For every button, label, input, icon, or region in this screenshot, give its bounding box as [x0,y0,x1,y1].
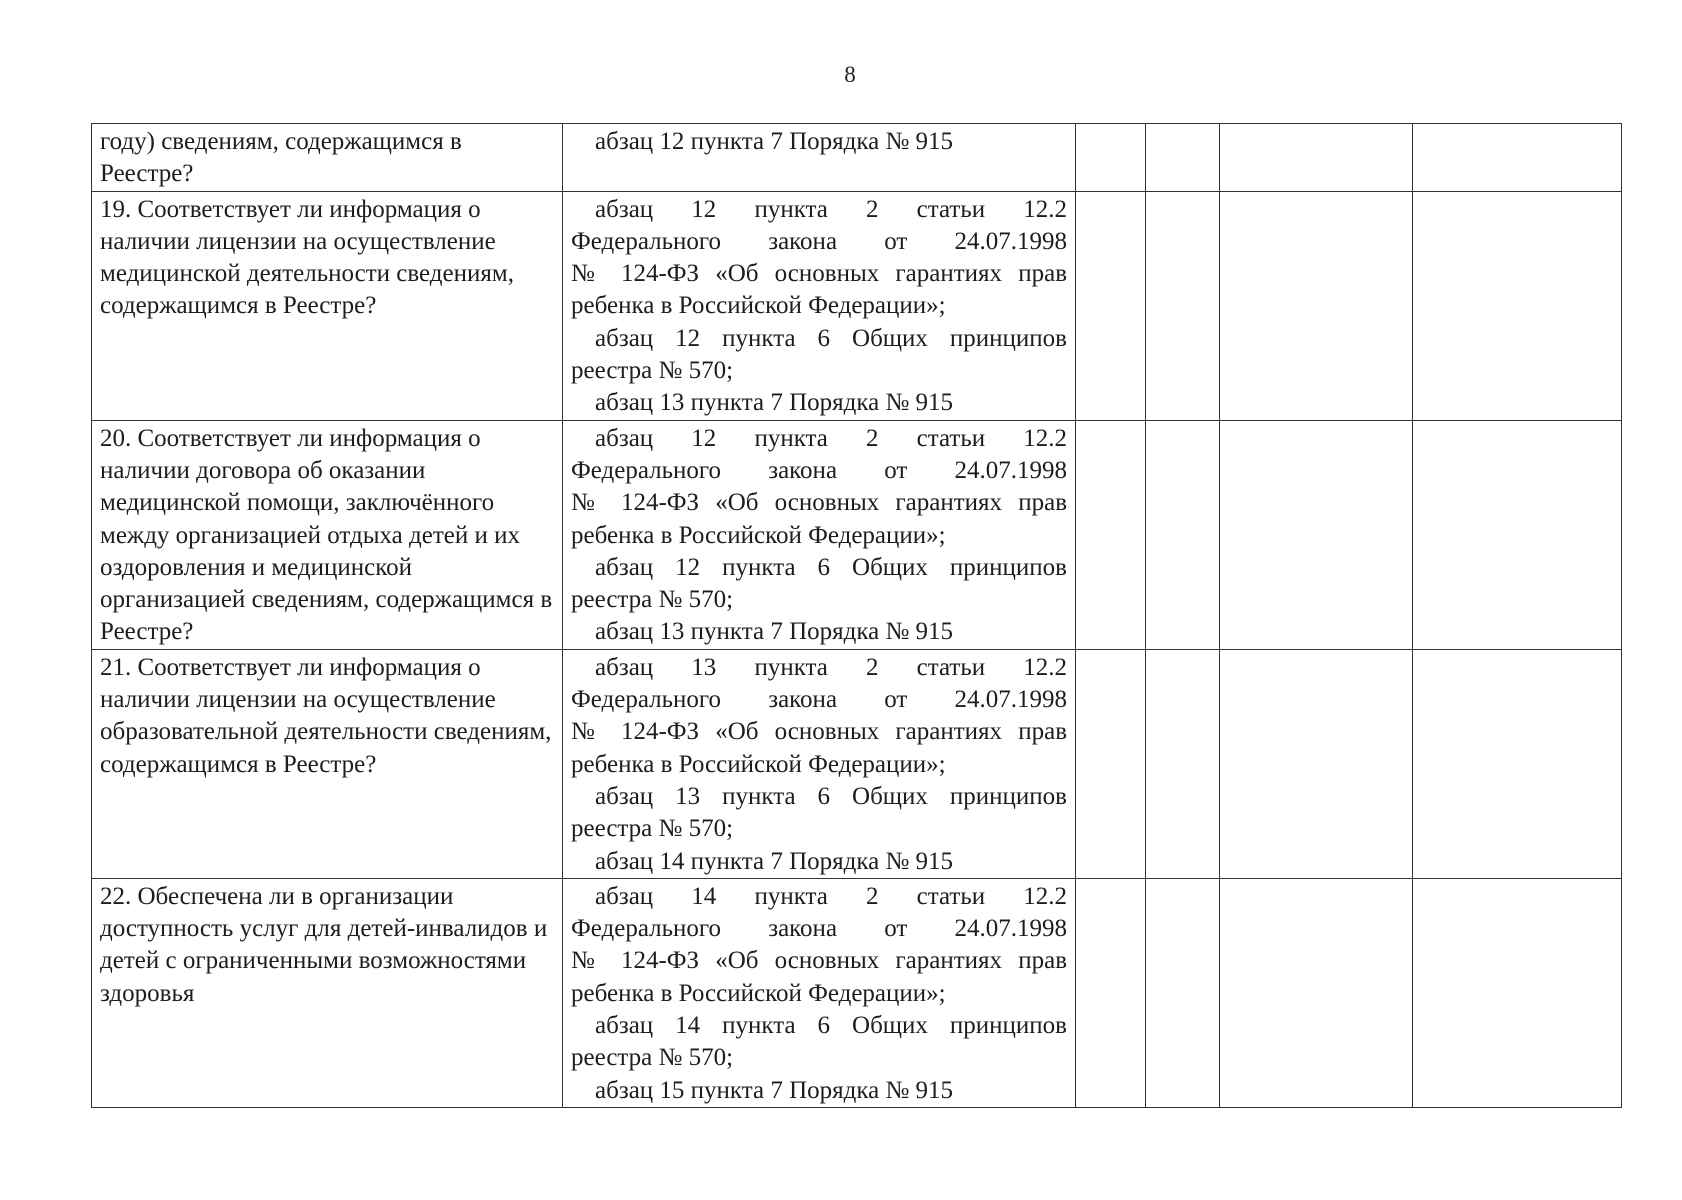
answer-no-cell [1146,649,1220,878]
reference-line: абзац 13 пункта 6 Общих принципов [595,782,1067,810]
reference-line: абзац 14 пункта 7 Порядка № 915 [595,847,954,875]
page-number: 8 [844,62,856,87]
not-applicable-cell [1220,420,1413,649]
reference-line: ребенка в Российской Федерации»; [571,750,946,778]
not-applicable-cell [1220,191,1413,420]
reference-line: абзац 13 пункта 7 Порядка № 915 [595,618,954,646]
answer-yes-cell [1076,649,1146,878]
question-cell: 21. Соответствует ли информация о наличии лицензии на осуществление образовательной деятельности сведениям, содержащимся в Реестре? [92,649,563,878]
reference-line: абзац 13 пункта 7 Порядка № 915 [595,389,954,417]
answer-yes-cell [1076,124,1146,192]
notes-cell [1413,124,1622,192]
reference-line: Федерального закона от 24.07.1998 [571,915,1067,943]
reference-cell [563,191,1076,420]
reference-line: абзац 12 пункта 6 Общих принципов [595,553,1067,581]
reference-line: абзац 12 пункта 2 статьи 12.2 [595,424,1067,452]
reference-line: ребенка в Российской Федерации»; [571,979,946,1007]
reference-line: абзац 13 пункта 2 статьи 12.2 [595,653,1067,681]
reference-line: Федерального закона от 24.07.1998 [571,456,1067,484]
answer-no-cell [1146,878,1220,1107]
answer-no-cell [1146,124,1220,192]
question-cell: 22. Обеспечена ли в организации доступность услуг для детей-инвалидов и детей с ограниченными возможностями здоровья [92,878,563,1107]
answer-no-cell [1146,191,1220,420]
table-row [92,191,1622,420]
reference-line: абзац 12 пункта 7 Порядка № 915 [595,128,954,155]
reference-line: ребенка в Российской Федерации»; [571,521,946,549]
reference-line: реестра № 570; [571,1044,734,1072]
reference-line: Федерального закона от 24.07.1998 [571,686,1067,714]
reference-line: № 124-ФЗ «Об основных гарантиях прав [571,947,1067,975]
reference-line: абзац 15 пункта 7 Порядка № 915 [595,1076,954,1104]
answer-yes-cell [1076,878,1146,1107]
reference-line: № 124-ФЗ «Об основных гарантиях прав [571,489,1067,517]
checklist-table [91,123,1622,1108]
reference-line: реестра № 570; [571,357,734,385]
reference-line: ребенка в Российской Федерации»; [571,292,946,320]
notes-cell [1413,878,1622,1107]
table-row [92,878,1622,1107]
notes-cell [1413,191,1622,420]
reference-line: абзац 12 пункта 6 Общих принципов [595,324,1067,352]
question-cell: 20. Соответствует ли информация о наличии договора об оказании медицинской помощи, заключённого между организацией отдыха детей и их оздоровления и медицинской организацией сведениям, содержащимся в Реестре? [92,420,563,649]
reference-cell [563,878,1076,1107]
question-cell: 19. Соответствует ли информация о наличии лицензии на осуществление медицинской деятельности сведениям, содержащимся в Реестре? [92,191,563,420]
reference-line: абзац 14 пункта 2 статьи 12.2 [595,882,1067,910]
not-applicable-cell [1220,878,1413,1107]
table-row [92,649,1622,878]
table-row [92,420,1622,649]
reference-cell [563,649,1076,878]
answer-yes-cell [1076,420,1146,649]
answer-no-cell [1146,420,1220,649]
reference-line: абзац 12 пункта 2 статьи 12.2 [595,195,1067,223]
answer-yes-cell [1076,191,1146,420]
reference-line: № 124-ФЗ «Об основных гарантиях прав [571,260,1067,288]
reference-line: реестра № 570; [571,815,734,843]
reference-cell [563,124,1076,192]
reference-line: Федерального закона от 24.07.1998 [571,227,1067,255]
reference-line: абзац 14 пункта 6 Общих принципов [595,1012,1067,1040]
notes-cell [1413,420,1622,649]
not-applicable-cell [1220,124,1413,192]
reference-line: реестра № 570; [571,586,734,614]
question-cell: году) сведениям, содержащимся в Реестре? [92,124,563,192]
notes-cell [1413,649,1622,878]
not-applicable-cell [1220,649,1413,878]
reference-cell [563,420,1076,649]
table-row [92,124,1622,192]
reference-line: № 124-ФЗ «Об основных гарантиях прав [571,718,1067,746]
